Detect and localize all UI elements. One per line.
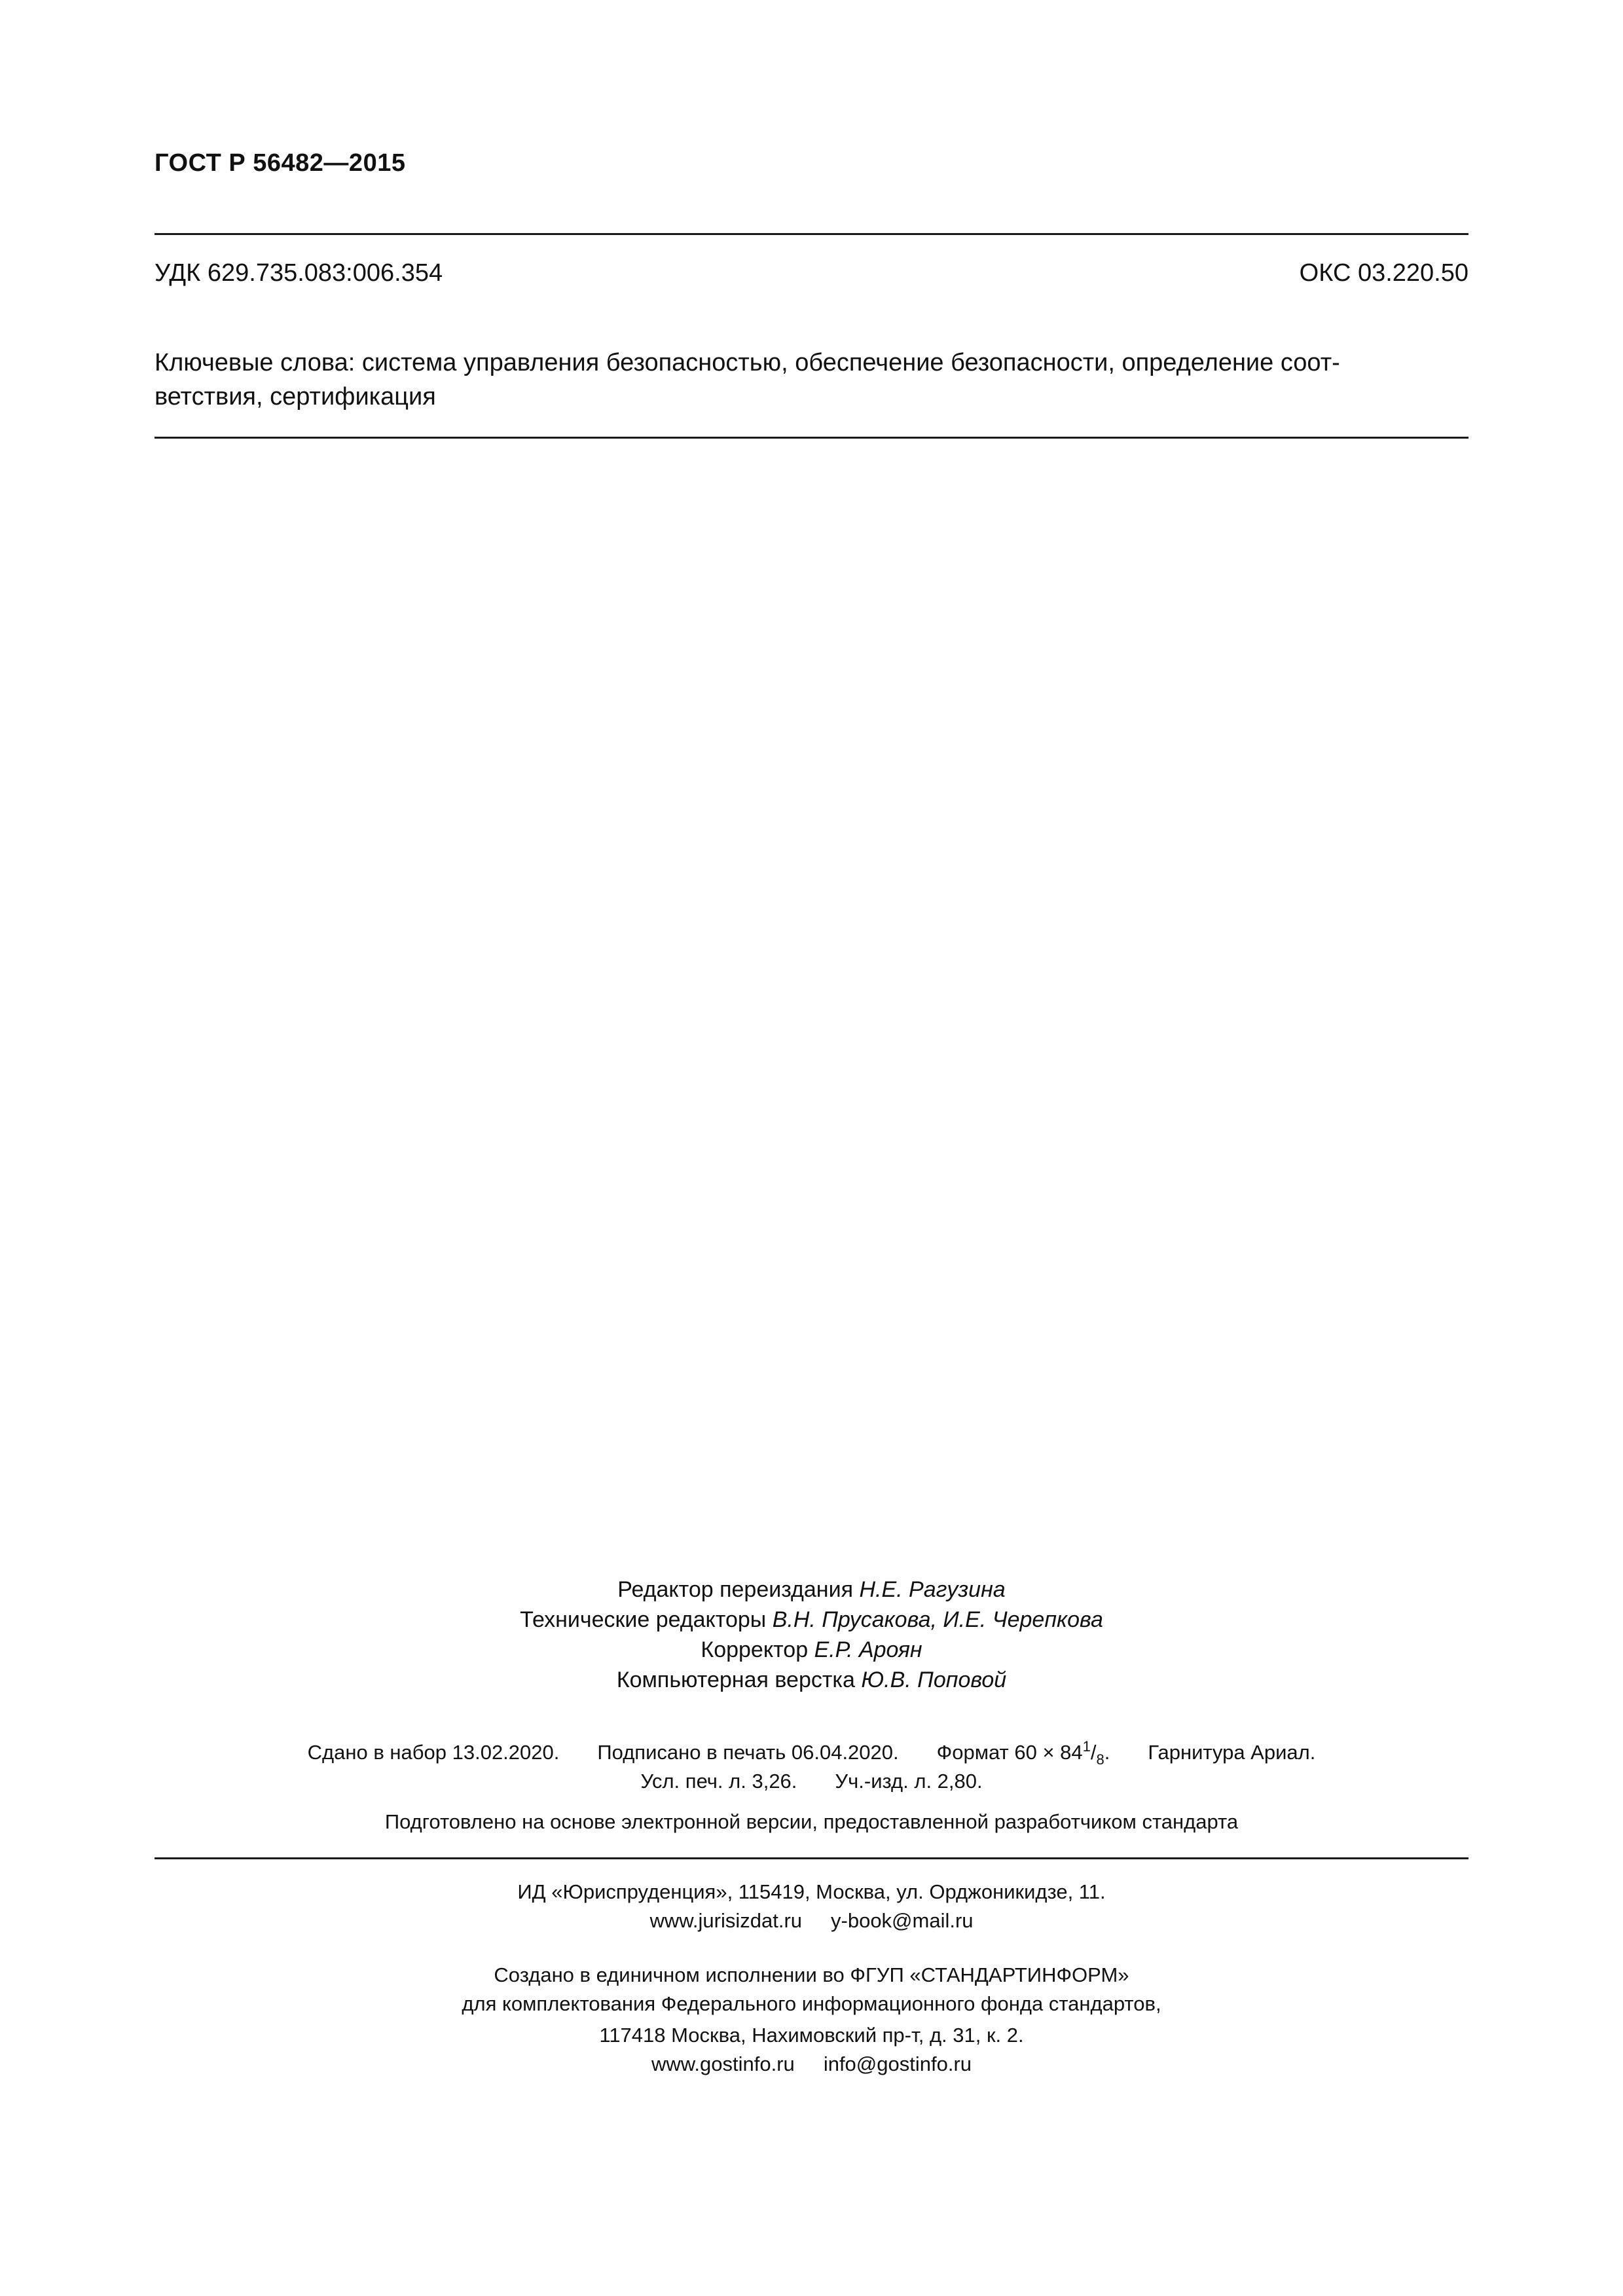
standartinform-contacts: [155, 2050, 1468, 2079]
keywords-divider: [155, 437, 1468, 439]
typeface: Гарнитура Ариал.: [1148, 1741, 1316, 1764]
production-note: [155, 1961, 1468, 2018]
tech-editors-credit: [155, 1605, 1468, 1635]
editor-credit: [155, 1575, 1468, 1605]
print-details: [155, 1738, 1468, 1796]
publishing-sheets: Уч.-изд. л. 2,80.: [835, 1770, 983, 1793]
standartinform-info: [155, 2021, 1468, 2079]
layout-label: Компьютерная верстка: [616, 1667, 855, 1692]
production-line-2: для комплектования Федерального информационного фонда стандартов,: [462, 1992, 1161, 2015]
top-divider: [155, 233, 1468, 235]
paper-format: [936, 1738, 1110, 1768]
publisher-info: [155, 1878, 1468, 1935]
production-line-1: Создано в единичном исполнении во ФГУП «СТАНДАРТИНФОРМ»: [494, 1963, 1129, 1986]
print-details-line-1: [155, 1738, 1468, 1767]
keywords-paragraph: [155, 346, 1468, 414]
conventional-sheets: Усл. печ. л. 3,26.: [640, 1770, 797, 1793]
keywords-line-2: ветствия, сертификация: [155, 383, 436, 410]
tech-editors-names: В.Н. Прусакова, И.Е. Черепкова: [772, 1607, 1103, 1632]
prepared-note: Подготовлено на основе электронной версии, предоставленной разработчиком стандарта: [384, 1810, 1239, 1833]
standartinform-website[interactable]: www.gostinfo.ru: [651, 2052, 795, 2075]
publisher-email[interactable]: y-book@mail.ru: [831, 1909, 974, 1932]
tech-editors-label: Технические редакторы: [520, 1607, 767, 1632]
format-slash: /: [1090, 1741, 1097, 1764]
editor-name: Н.Е. Рагузина: [859, 1577, 1006, 1602]
layout-name: Ю.В. Поповой: [861, 1667, 1007, 1692]
classification-row: [155, 259, 1468, 287]
standartinform-address: 117418 Москва, Нахимовский пр-т, д. 31, к. 2.: [599, 2024, 1024, 2047]
editor-label: Редактор переиздания: [617, 1577, 853, 1602]
publisher-contacts: [155, 1906, 1468, 1935]
typeset-date: Сдано в набор 13.02.2020.: [307, 1741, 560, 1764]
corrector-name: Е.Р. Ароян: [814, 1637, 922, 1662]
publisher-website[interactable]: www.jurisizdat.ru: [649, 1909, 803, 1932]
oks-code: ОКС 03.220.50: [1299, 259, 1468, 287]
corrector-credit: [155, 1635, 1468, 1665]
standartinform-email[interactable]: info@gostinfo.ru: [823, 2052, 972, 2075]
format-suffix: .: [1104, 1741, 1110, 1764]
publisher-address: ИД «Юриспруденция», 115419, Москва, ул. Орджоникидзе, 11.: [517, 1880, 1106, 1903]
udc-code: УДК 629.735.083:006.354: [155, 259, 443, 287]
corrector-label: Корректор: [701, 1637, 809, 1662]
print-details-line-2: [155, 1767, 1468, 1796]
format-numerator: 1: [1082, 1738, 1091, 1755]
keywords-line-1: Ключевые слова: система управления безопасностью, обеспечение безопасности, определение соот-: [155, 349, 1340, 376]
editorial-credits: [155, 1575, 1468, 1695]
signed-date: Подписано в печать 06.04.2020.: [597, 1741, 899, 1764]
format-prefix: Формат 60 × 84: [936, 1741, 1083, 1764]
layout-credit: [155, 1665, 1468, 1695]
publisher-divider: [155, 1857, 1468, 1859]
standard-designation: ГОСТ Р 56482—2015: [155, 149, 406, 177]
format-denominator: 8: [1096, 1751, 1104, 1768]
